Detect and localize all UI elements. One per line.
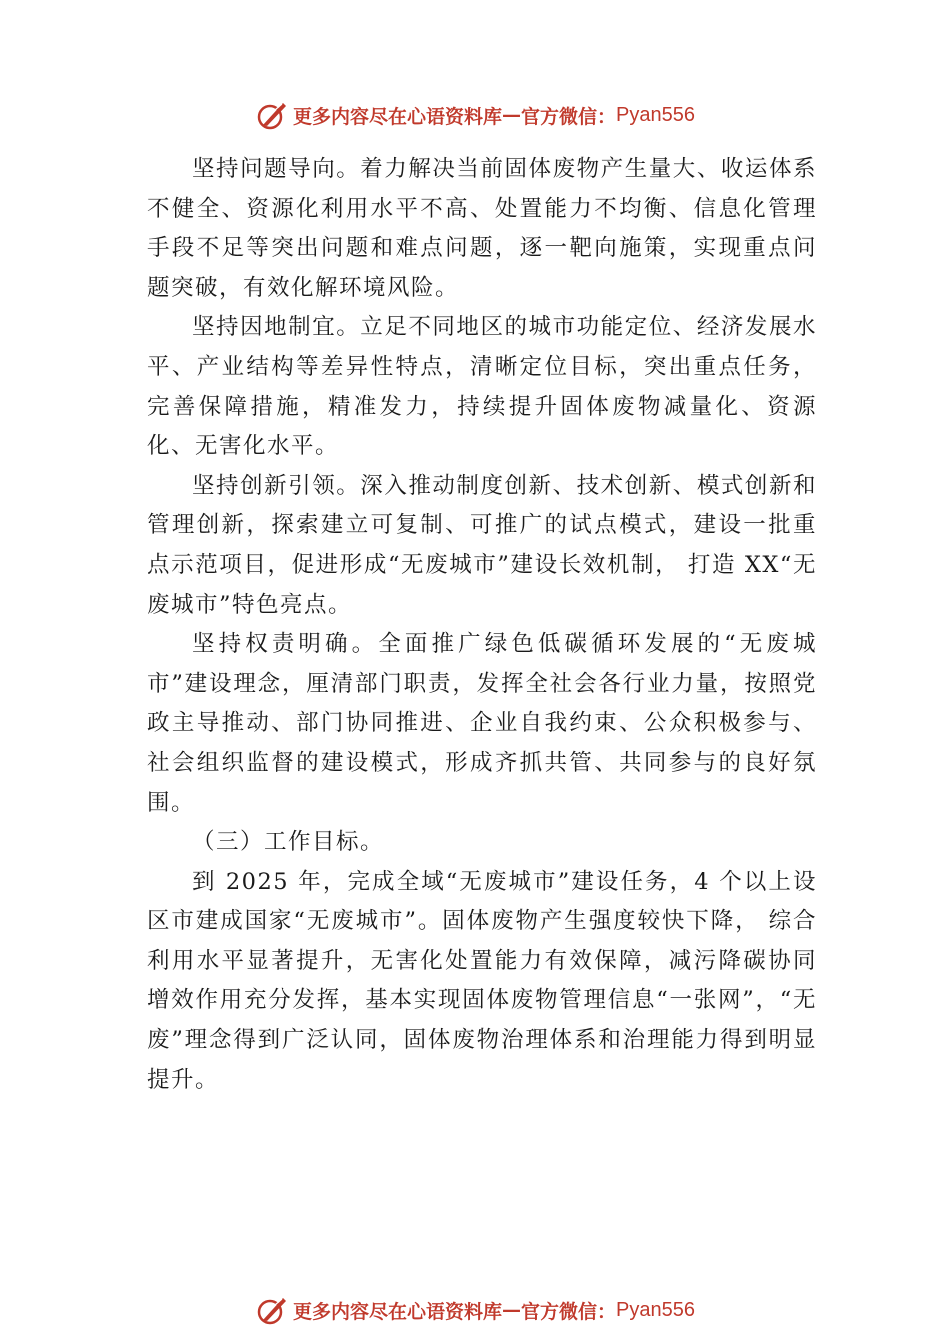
footer-banner bbox=[0, 1290, 950, 1330]
quill-logo-icon bbox=[255, 98, 289, 132]
header-dash: — bbox=[502, 104, 522, 126]
paragraph-goals: 到 2025 年，完成全域“无废城市”建设任务，4 个以上设区市建成国家“无废城市”。固体废物产生强度较快下降， 综合利用水平显著提升，无害化处置能力有效保障，减污降碳协同增效作用充分发挥，基本实现固体废物管理信息“一张网”，“无废”理念得到广泛认同，固体废物治理体系和治理能力得到明显提升。 bbox=[147, 868, 817, 1093]
section-heading-goals: （三）工作目标。 bbox=[192, 829, 385, 856]
header-brand-text: 更多内容尽在心语资料库 bbox=[293, 105, 503, 128]
footer-dash: — bbox=[502, 1299, 522, 1321]
document-body bbox=[147, 150, 817, 1100]
paragraph-problem-oriented: 坚持问题导向。着力解决当前固体废物产生量大、收运体系不健全、资源化利用水平不高、处置能力不均衡、信息化管理手段不足等突出问题和难点问题，逐一靶向施策，实现重点问题突破，有效化解环境风险。 bbox=[147, 156, 817, 301]
paragraph-responsibilities: 坚持权责明确。全面推广绿色低碳循环发展的“无废城市”建设理念，厘清部门职责，发挥全社会各行业力量，按照党政主导推动、部门协同推进、企业自我约束、公众积极参与、社会组织监督的建设模式，形成齐抓共管、共同参与的良好氛围。 bbox=[147, 631, 817, 816]
header-banner bbox=[0, 95, 950, 135]
footer-wechat-id: Pyan556 bbox=[616, 1298, 695, 1321]
header-wechat-id: Pyan556 bbox=[616, 103, 695, 126]
footer-brand-text: 更多内容尽在心语资料库 bbox=[293, 1300, 503, 1323]
footer-wechat-label: 官方微信： bbox=[521, 1300, 617, 1323]
quill-logo-icon bbox=[255, 1293, 289, 1327]
header-wechat-label: 官方微信： bbox=[521, 105, 617, 128]
paragraph-local-conditions: 坚持因地制宜。立足不同地区的城市功能定位、经济发展水平、产业结构等差异性特点，清晰定位目标，突出重点任务，完善保障措施，精准发力，持续提升固体废物减量化、资源化、无害化水平。 bbox=[147, 314, 817, 460]
paragraph-innovation: 坚持创新引领。深入推动制度创新、技术创新、模式创新和管理创新，探索建立可复制、可推广的试点模式，建设一批重点示范项目，促进形成“无废城市”建设长效机制， 打造 XX“无废城市”特色亮点。 bbox=[147, 472, 817, 618]
